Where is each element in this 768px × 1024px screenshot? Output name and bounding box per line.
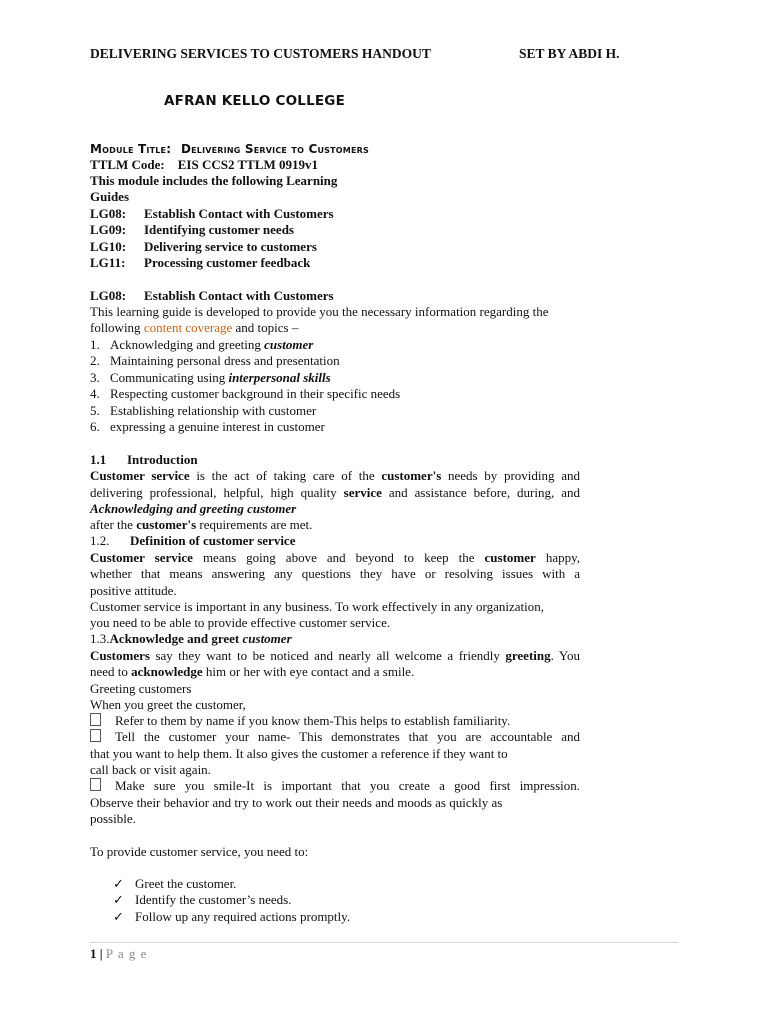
guide-code: LG09: [90,222,127,237]
definition-line: positive attitude. [90,583,177,598]
greet-paragraph-line [90,664,414,680]
section-number: 1.1 [90,452,107,467]
intro-paragraph-line [90,517,312,533]
topic-item [90,386,400,402]
greet-bullet-cont: call back or visit again. [90,762,211,777]
topic-num: 2. [90,353,100,368]
text: is the act of taking care of the [189,468,382,483]
bullet-text: Tell the customer your name- This demonstrates that you are accountable and [115,729,580,744]
guide-title: Delivering service to customers [144,239,317,254]
topic-text: Maintaining personal dress and presentation [110,353,340,368]
text: delivering professional, helpful, high quality [90,485,344,500]
checklist-item [113,876,236,892]
checklist-item [113,892,291,908]
guide-item [90,206,334,222]
lg08-intro-line-2 [90,320,298,336]
lg08-title: Establish Contact with Customers [144,288,334,303]
topic-text: Acknowledging and greeting [110,337,265,352]
text: him or her with eye contact and a smile. [202,664,415,679]
intro-paragraph-line [90,468,580,484]
term: customer's [381,468,442,483]
ttlm-label: TTLM Code: [90,157,165,172]
guide-item [90,255,310,271]
greet-bullet-cont: Observe their behavior and try to work out their needs and moods as quickly as [90,795,503,810]
term: customer [484,550,536,565]
module-title-value: Delivering Service to Customers [180,142,369,156]
term: Customers [90,648,150,663]
topic-text: Respecting customer background in their specific needs [110,386,401,401]
section-1-3-heading [90,631,292,647]
intro-paragraph-line [90,485,580,501]
guide-title: Processing customer feedback [144,255,311,270]
greeting-customers-label: Greeting customers [90,681,192,696]
section-1-2-heading [90,533,295,549]
guide-code: LG10: [90,239,127,254]
topic-item [90,353,340,369]
lg08-code: LG08: [90,288,127,303]
module-title-label: Module Title: [90,142,172,156]
bullet-text: Refer to them by name if you know them-This helps to establish familiarity. [115,713,511,728]
guide-title: Establish Contact with Customers [144,206,334,221]
text: requirements are met. [196,517,313,532]
topic-emphasis: customer [264,337,314,352]
term: Customer service [90,550,193,565]
definition-line [90,550,580,566]
text: happy, [535,550,580,565]
term: acknowledge [131,664,203,679]
checkmark-icon: ✓ [113,909,124,924]
section-title: Definition of customer service [130,533,296,548]
footer-separator: | [96,946,106,961]
topic-item [90,403,316,419]
definition-line: you need to be able to provide effective customer service. [90,615,391,630]
bullet-text: Make sure you smile-It is important that you create a good first impression. [115,778,580,793]
module-title-line [90,141,369,157]
guide-item [90,239,317,255]
term: service [343,485,382,500]
section-title-emphasis: customer [242,631,292,646]
topic-num: 6. [90,419,100,434]
section-title: Acknowledge and greet [109,631,243,646]
intro-subheading: Acknowledging and greeting customer [90,501,297,516]
missing-glyph-icon [90,778,101,791]
section-1-1-heading [90,452,198,468]
section-title: Introduction [127,452,198,467]
section-number: 1.3. [90,631,110,646]
text: need to [90,664,132,679]
definition-line: Customer service is important in any business. To work effectively in any organization, [90,599,544,614]
includes-line-1: This module includes the following Learning [90,173,338,188]
topic-text: Communicating using [110,370,229,385]
checklist-item [113,909,350,925]
text: means going above and beyond to keep the [192,550,485,565]
greet-bullet [90,729,580,745]
lg08-heading [90,288,334,304]
section-number: 1.2. [90,533,110,548]
greet-bullet-cont: that you want to help them. It also gives the customer a reference if they want to [90,746,508,761]
page-number: 1 [90,946,97,961]
checklist-text: Greet the customer. [135,876,237,891]
greet-bullet [90,778,580,794]
checkmark-icon: ✓ [113,876,124,891]
checklist-text: Follow up any required actions promptly. [135,909,351,924]
term: customer's [136,517,197,532]
page-word: P a g e [105,946,148,961]
topic-num: 4. [90,386,100,401]
content-coverage-link[interactable]: content coverage [143,320,233,335]
greet-intro: When you greet the customer, [90,697,246,712]
topic-item [90,370,331,386]
guide-code: LG11: [90,255,126,270]
header-left: DELIVERING SERVICES TO CUSTOMERS HANDOUT [90,46,431,61]
topic-item [90,337,313,353]
topic-text: expressing a genuine interest in customer [110,419,325,434]
topic-num: 5. [90,403,100,418]
ttlm-value: EIS CCS2 TTLM 0919v1 [177,157,319,172]
text: . You [550,648,580,663]
term: greeting [505,648,551,663]
definition-line: whether that means answering any questions they have or resolving issues with a [90,566,580,581]
greet-bullet [90,713,510,729]
checklist-text: Identify the customer’s needs. [135,892,292,907]
lg08-intro-line-1: This learning guide is developed to provide you the necessary information regarding the [90,304,549,319]
college-name: AFRAN KELLO COLLEGE [164,93,346,109]
header-right: SET BY ABDI H. [519,46,620,61]
term: Customer service [90,468,190,483]
intro-text: and topics – [232,320,299,335]
topic-num: 3. [90,370,100,385]
text: needs by providing and [441,468,580,483]
greet-bullet-cont: possible. [90,811,136,826]
provide-service-intro: To provide customer service, you need to: [90,844,309,859]
guide-title: Identifying customer needs [144,222,294,237]
topic-num: 1. [90,337,100,352]
topic-emphasis: interpersonal skills [228,370,331,385]
topic-item [90,419,325,435]
missing-glyph-icon [90,729,101,742]
greet-paragraph-line [90,648,580,664]
checkmark-icon: ✓ [113,892,124,907]
footer-divider [90,942,678,943]
text: after the [90,517,137,532]
ttlm-line [90,157,318,173]
guide-code: LG08: [90,206,127,221]
page-footer [90,946,147,962]
intro-text: following [90,320,144,335]
includes-line-2: Guides [90,189,130,204]
text: say they want to be noticed and nearly all welcome a friendly [149,648,506,663]
missing-glyph-icon [90,713,101,726]
text: and assistance before, during, and [381,485,580,500]
guide-item [90,222,294,238]
topic-text: Establishing relationship with customer [110,403,317,418]
